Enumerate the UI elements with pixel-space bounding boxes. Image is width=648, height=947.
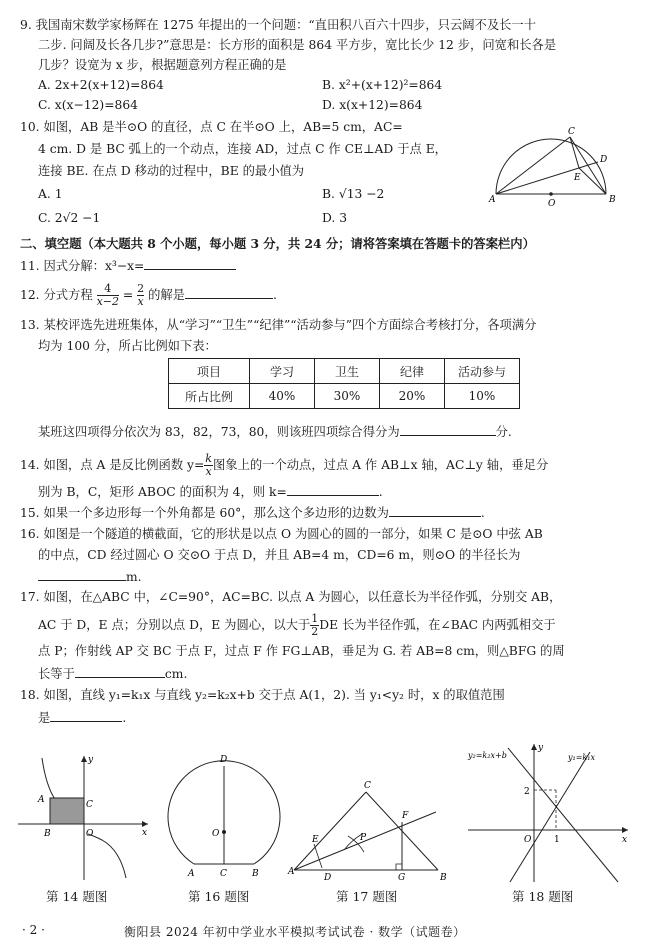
fig16-label-d: D [220,755,228,765]
fig17-label-d: D [324,873,332,883]
fig17-label-p: P [360,833,367,843]
fig17-label-g: G [398,873,406,883]
table-cell: 30% [315,384,380,409]
q13-line1: 13. 某校评选先进班集体，从“学习”“卫生”“纪律”“活动参与”四个方面综合考核打分，各项满分 [20,318,537,332]
q18-line2-pre: 是 [38,711,51,725]
q13-line2: 均为 100 分，所占比例如下表： [38,339,217,353]
q9-option-d: D. x(x+12)=864 [322,98,423,112]
q17-line2 [38,612,632,638]
q10-label-a: A [489,195,496,205]
q14-line1 [20,452,632,478]
q10-label-b: B [609,195,616,205]
fig17-label-b: B [440,873,447,883]
table-header-cell: 学习 [250,359,315,384]
page-number: · 2 · [22,923,45,937]
q10-label-d: D [600,155,608,165]
q17-line2-post: DE 长为半径作弧，在∠BAC 内两弧相交于 [319,618,556,632]
fig18-caption: 第 18 题图 [512,889,574,904]
table-cell: 40% [250,384,315,409]
q15-answer-blank [389,505,481,517]
q10-semicircle-figure [486,122,620,208]
q13-answer-blank [400,424,496,436]
q9-option-a: A. 2x+2(x+12)=864 [38,78,164,92]
q17-line4-pre: 长等于 [38,667,75,681]
q10-line1: 10. 如图，AB 是半⊙O 的直径，点 C 在半⊙O 上，AB=5 cm，AC= [20,120,403,134]
q18-answer-blank [50,710,122,722]
q9-line3: 几步？设宽为 x 步，根据题意列方程正确的是 [38,58,287,72]
q13-score-table [168,358,520,409]
q12-post: 的解是 [148,288,185,302]
q12-eq: = [122,288,134,302]
q17-line4-end: cm. [164,667,188,681]
q17-line3: 点 P；作射线 AP 交 BC 于点 F，过点 F 作 FG⊥AB，垂足为 G. 若 AB=8 cm，则△BFG 的周 [38,644,565,658]
q14-frac-num: k [205,452,212,465]
fig17-label-f: F [402,811,409,821]
q10-option-a: A. 1 [38,187,63,201]
fig18-label-y2: y₂=k₂x+b [468,751,507,760]
fig14-label-y: y [88,755,94,765]
q14-frac-den: x [205,465,212,478]
fig14-label-x: x [142,828,148,838]
q12-answer-blank [185,287,273,299]
table-header-row [169,359,520,384]
q14-line2 [38,484,632,500]
fig16-label-o: O [212,829,220,839]
table-row [169,384,520,409]
table-header-cell: 活动参与 [445,359,520,384]
q16-line3 [38,569,632,585]
table-cell: 10% [445,384,520,409]
q12-frac2-num: 2 [137,282,145,295]
fig18-label-o: O [524,835,532,845]
q13-line3-text: 某班这四项得分依次为 83，82，73，80，则该班四项综合得分为 [38,425,400,439]
table-header-cell: 卫生 [315,359,380,384]
q14-post: 图象上的一个动点，过点 A 作 AB⊥x 轴，AC⊥y 轴，垂足分 [212,458,549,472]
q10-option-b: B. √13 −2 [322,187,385,201]
q17-line1: 17. 如图，在△ABC 中，∠C=90°，AC=BC. 以点 A 为圆心，以任意长为半径作弧，分别交 AB， [20,590,562,604]
q9-option-b: B. x²+(x+12)²=864 [322,78,443,92]
fig18-label-y: y [538,743,544,753]
q9-option-c: C. x(x−12)=864 [38,98,138,112]
q17-frac-den: 2 [311,625,319,638]
q12-pre: 12. 分式方程 [20,288,93,302]
q9-line1: 9. 我国南宋数学家杨辉在 1275 年提出的一个问题：“直田积八百六十四步，只云阔不及长一十 [20,18,537,32]
q10-option-d: D. 3 [322,211,348,225]
fig18-lines-figure [462,738,634,884]
q9-line2: 二步. 问阔及长各几步?”意思是：长方形的面积是 864 平方步，宽比长少 12 步，问宽和长各是 [38,38,557,52]
fig16-label-b: B [252,869,259,879]
q13-line3 [38,424,632,440]
footer-title: 衡阳县 2024 年初中学业水平模拟考试试卷 · 数学（试题卷） [124,925,466,939]
q17-frac-num: 1 [311,612,319,625]
fig18-label-y1: y₁=k₁x [568,753,595,762]
fig16-label-a: A [188,869,195,879]
q12-frac2-den: x [137,295,144,308]
fig14-label-a: A [38,795,45,805]
q15 [20,505,632,521]
q18-line2 [38,710,632,726]
fig16-tunnel-figure [160,752,290,884]
q15-text: 15. 如果一个多边形每一个外角都是 60°，那么这个多边形的边数为 [20,506,389,520]
fig14-hyperbola-figure [14,752,154,884]
q14-line2-end: . [378,485,383,499]
fig17-label-e: E [312,835,319,845]
q17-line4 [38,666,632,682]
q18-line1: 18. 如图，直线 y₁=k₁x 与直线 y₂=k₂x+b 交于点 A(1，2). 当 y₁<y₂ 时，x 的取值范围 [20,688,505,702]
table-cell: 20% [380,384,445,409]
q17-line2-pre: AC 于 D，E 点；分别以点 D，E 为圆心，以大于 [38,618,311,632]
q11 [20,258,632,274]
q12-frac1-num: 4 [97,283,119,296]
q12-frac1-den: x−2 [96,295,119,308]
fig16-label-c: C [220,869,227,879]
fig17-triangle-figure [284,752,460,884]
q17-answer-blank [75,666,165,678]
q16-line1: 16. 如图是一个隧道的横截面，它的形状是以点 O 为圆心的圆的一部分，如果 C 是⊙O 中弦 AB [20,527,543,541]
fig18-label-one: 1 [554,835,560,845]
table-cell: 所占比例 [169,384,250,409]
q10-label-o: O [548,199,556,208]
q10-line3: 连接 BE. 在点 D 移动的过程中，BE 的最小值为 [38,164,305,178]
fig14-label-o: O [86,829,94,839]
q10-label-e: E [574,173,581,183]
table-header-cell: 项目 [169,359,250,384]
fig17-caption: 第 17 题图 [336,889,398,904]
fig18-label-x: x [622,835,628,845]
q16-line2: 的中点，CD 经过圆心 O 交⊙O 于点 D，并且 AB=4 m，CD=6 m，则⊙O 的半径长为 [38,548,521,562]
fig17-label-c: C [364,781,371,791]
fig14-caption: 第 14 题图 [46,889,108,904]
q16-answer-blank [38,569,126,581]
fig18-label-two: 2 [524,787,530,797]
q14-line2-text: 别为 B，C，矩形 ABOC 的面积为 4，则 k= [38,485,287,499]
q10-option-c: C. 2√2 −1 [38,211,101,225]
q10-line2: 4 cm. D 是 BC 弧上的一个动点，连接 AD，过点 C 作 CE⊥AD 于点 E， [38,142,447,156]
q14-answer-blank [287,484,379,496]
q10-label-c: C [568,127,575,137]
table-header-cell: 纪律 [380,359,445,384]
fig16-caption: 第 16 题图 [188,889,250,904]
fig17-label-a: A [288,867,295,877]
q11-answer-blank [144,258,236,270]
q11-text: 11. 因式分解：x³−x= [20,259,145,273]
q15-end: . [480,506,485,520]
section-two-heading: 二、填空题（本大题共 8 个小题，每小题 3 分，共 24 分；请将答案填在答题卡的答案栏内） [20,236,535,251]
fig14-label-c: C [86,800,93,810]
q18-line2-end: . [122,711,127,725]
q13-line3-end: 分. [495,425,512,439]
q16-line3-end: m. [126,570,142,584]
fig14-label-b: B [44,829,51,839]
q14-pre: 14. 如图，点 A 是反比例函数 y= [20,458,205,472]
q12: 12. 分式方程 $\frac{4}{x-2}$ = $\frac{2}{x}$ 的解是 . [20,282,277,308]
